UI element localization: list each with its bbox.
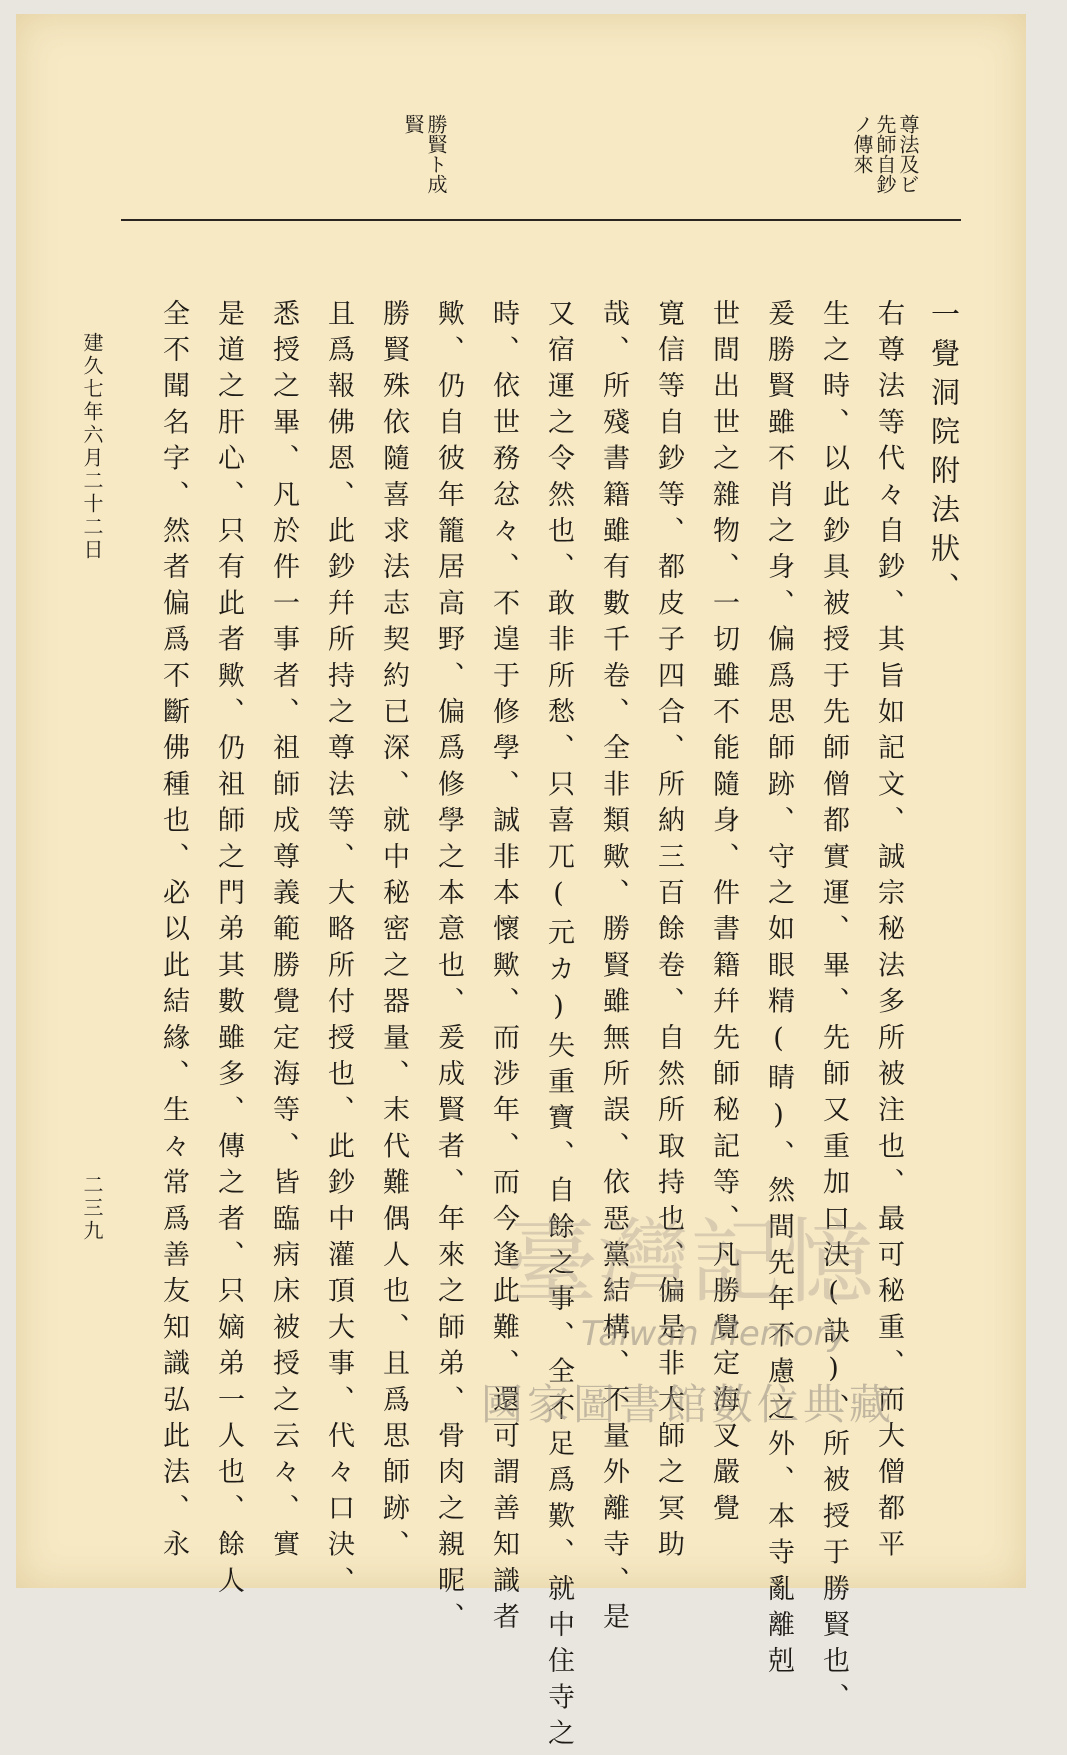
header-rule [121, 219, 961, 221]
text-column: 世間出世之雜物、一切雖不能隨身、件書籍幷先師秘記等、凡勝覺定海叉嚴覺 [708, 299, 739, 1530]
text-column: 勝賢殊依隨喜求法志契約已深、就中秘密之器量、末代難偶人也、且爲思師跡、 [378, 299, 409, 1566]
text-column: 又宿運之令然也、敢非所愁、只喜兀(元カ)失重寶、自餘之事、全不足爲歎、就中住寺之 [543, 299, 574, 1755]
watermark-chinese: 國家圖書館數位典藏 [481, 1380, 896, 1429]
text-column: 時、依世務忿々、不遑于修學、誠非本懷歟、而涉年、而今逢此難、還可謂善知識者 [488, 299, 519, 1639]
margin-note-2: 先師自鈔 [873, 114, 897, 194]
text-column: 寛信等自鈔等、都皮子四合、所納三百餘卷、自然所取持也、偏是非大師之冥助 [653, 299, 684, 1566]
margin-note-3: ノ傳來 [850, 114, 874, 174]
text-column: 全不聞名字、然者偏爲不斷佛種也、必以此結緣、生々常爲善友知識弘此法、永 [158, 299, 189, 1566]
text-column: 爰勝賢雖不肖之身、偏爲思師跡、守之如眼精(睛)、然間先年不慮之外、本寺亂離剋 [763, 299, 794, 1683]
document-page [16, 14, 1026, 1755]
document-title: 一覺洞院附法狀、 [927, 299, 961, 611]
text-column: 是道之肝心、只有此者歟、仍祖師之門弟其數雖多、傳之者、只嫡弟一人也、餘人 [213, 299, 244, 1603]
text-column: 且爲報佛恩、此鈔幷所持之尊法等、大略所付授也、此鈔中灌頂大事、代々口決、 [323, 299, 354, 1603]
text-column: 哉、所殘書籍雖有數千卷、全非類歟、勝賢雖無所誤、依惡黨結構、不量外離寺、是 [598, 299, 629, 1639]
text-column: 悉授之畢、凡於件一事者、祖師成尊義範勝覺定海等、皆臨病床被授之云々、實 [268, 299, 299, 1566]
text-column: 歟、仍自彼年籠居高野、偏爲修學之本意也、爰成賢者、年來之師弟、骨肉之親昵、 [433, 299, 464, 1639]
margin-note-5: 賢 [401, 114, 425, 134]
footer-date: 建久七年六月二十二日 [80, 332, 104, 562]
text-column: 生之時、以此鈔具被授于先師僧都實運、畢、先師又重加口決(訣)、所被授于勝賢也、 [818, 299, 849, 1719]
page-number: 二三九 [80, 1174, 104, 1243]
margin-note-1: 尊法及ビ [896, 114, 920, 194]
margin-note-4: 勝賢ト成 [424, 114, 448, 194]
watermark-english: Taiwan Memory [581, 1314, 848, 1354]
watermark-script: 臺灣記憶 [506, 1209, 875, 1316]
text-column: 右尊法等代々自鈔、其旨如記文、誠宗秘法多所被注也、最可秘重、而大僧都平 [873, 299, 904, 1566]
